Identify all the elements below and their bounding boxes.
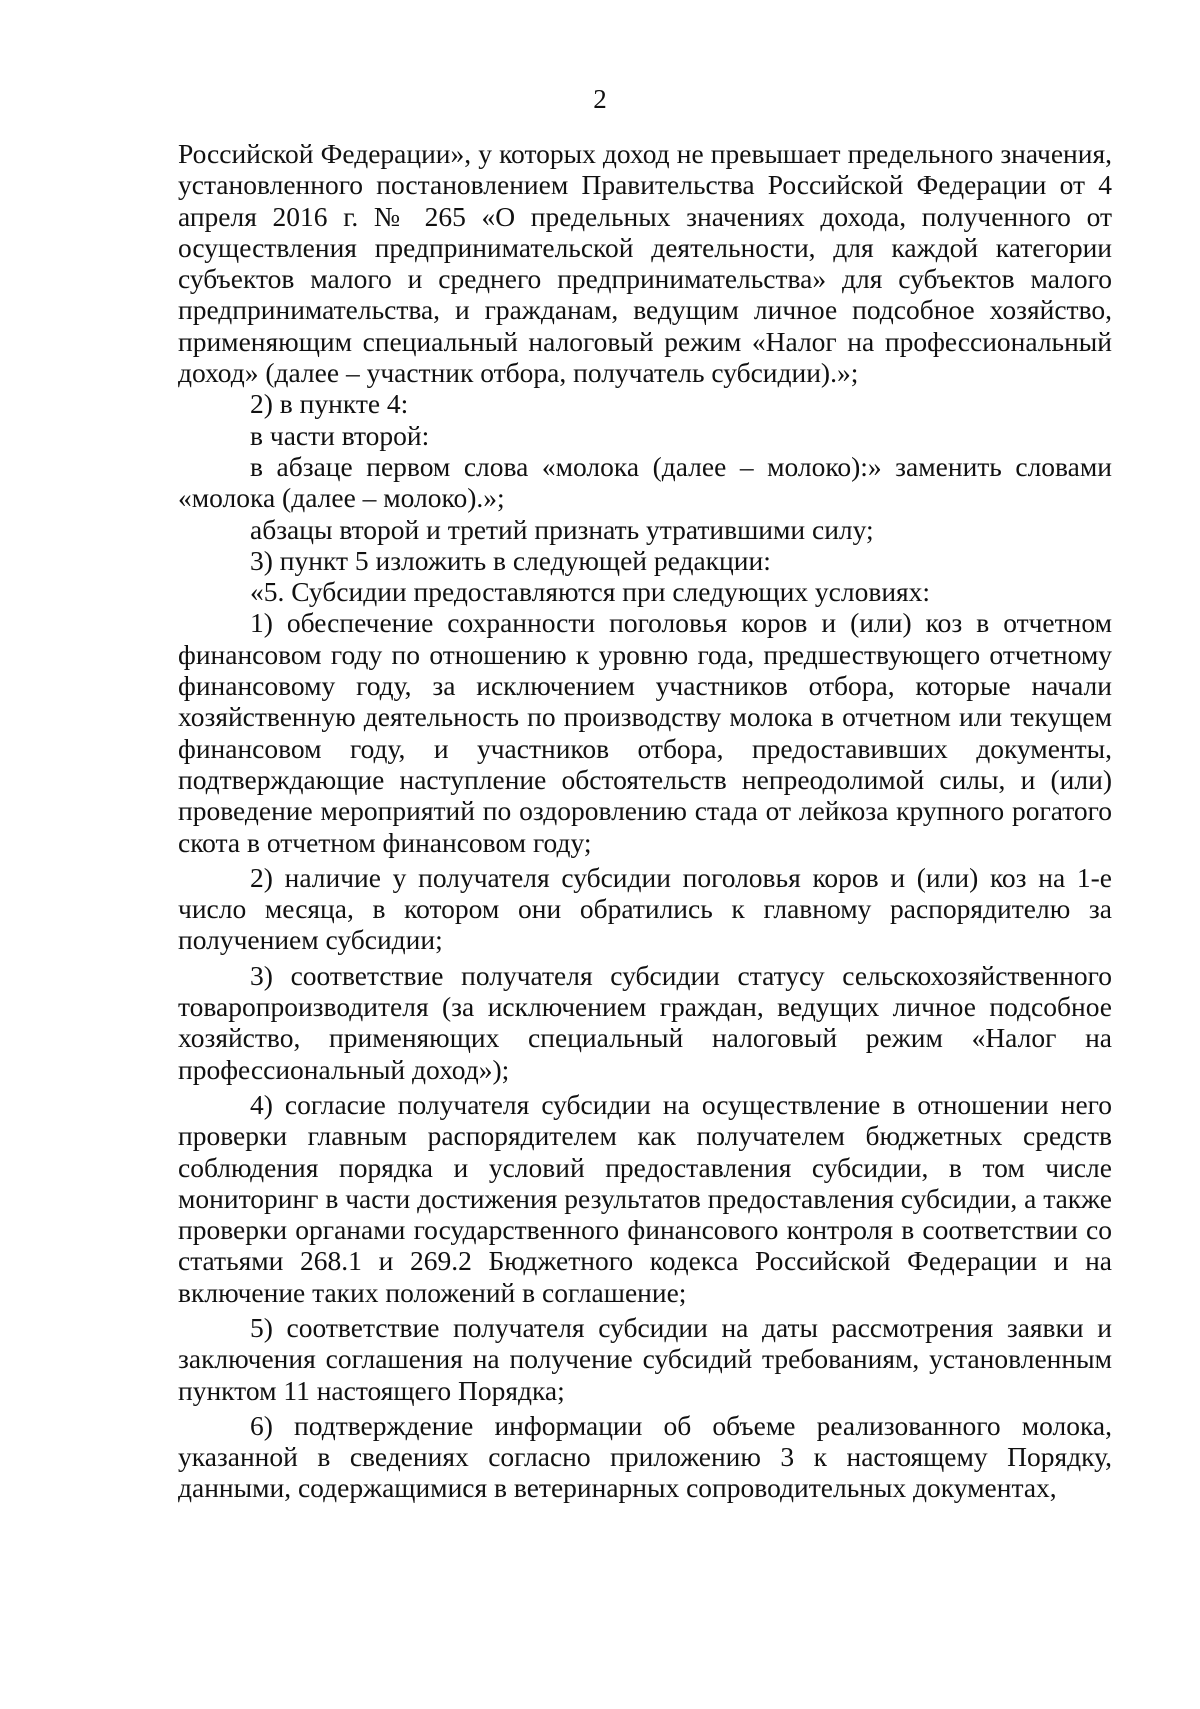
paragraph-section-5: «5. Субсидии предоставляются при следующих условиях: bbox=[250, 576, 931, 608]
paragraph-abzacs-void: абзацы второй и третий признать утратившими силу; bbox=[250, 513, 874, 545]
list-item-condition-3: 3) соответствие получателя субсидии статусу сельскохозяйственного товаропроизводителя (за исключением граждан, ведущих личное подсобное хозяйство, применяющих специальный налоговый режим «Налог на профессиональный доход»); bbox=[178, 959, 1112, 1085]
list-item-condition-5: 5) соответствие получателя субсидии на даты рассмотрения заявки и заключения соглашения на получение субсидий требованиям, установленным пунктом 11 настоящего Порядка; bbox=[178, 1311, 1112, 1406]
paragraph-item-2: 2) в пункте 4: bbox=[250, 388, 409, 420]
paragraph-continuation: Российской Федерации», у которых доход не превышает предельного значения, установленного постановлением Правительства Российской Федерации от 4 апреля 2016 г. № 265 «О предельных значениях дохода, полученного от осуществления предпринимательской деятельности, для каждой категории субъектов малого и среднего предпринимательства» для субъектов малого предпринимательства, и гражданам, ведущим личное подсобное хозяйство, применяющим специальный налоговый режим «Налог на профессиональный доход» (далее – участник отбора, получатель субсидии).»; bbox=[178, 138, 1112, 389]
page-number: 2 bbox=[593, 84, 607, 114]
paragraph-first-abzac: в абзаце первом слова «молока (далее – молоко):» заменить словами «молока (далее – молоко).»; bbox=[178, 450, 1112, 514]
list-item-condition-4: 4) согласие получателя субсидии на осуществление в отношении него проверки главным распорядителем как получателем бюджетных средств соблюдения порядка и условий предоставления субсидии, в том числе мониторинг в части достижения результатов предоставления субсидии, а также проверки органами государственного финансового контроля в соответствии со статьями 268.1 и 269.2 Бюджетного кодекса Российской Федерации и на включение таких положений в соглашение; bbox=[178, 1088, 1112, 1308]
document-body bbox=[178, 138, 1112, 1504]
paragraph-part-two: в части второй: bbox=[250, 419, 430, 451]
list-item-condition-1: 1) обеспечение сохранности поголовья коров и (или) коз в отчетном финансовом году по отношению к уровню года, предшествующего отчетному финансовому году, за исключением участников отбора, которые начали хозяйственную деятельность по производству молока в отчетном или текущем финансовом году, и участников отбора, предоставивших документы, подтверждающие наступление обстоятельств непреодолимой силы, и (или) проведение мероприятий по оздоровлению стада от лейкоза крупного рогатого скота в отчетном финансовом году; bbox=[178, 607, 1112, 858]
list-item-condition-2: 2) наличие у получателя субсидии поголовья коров и (или) коз на 1-е число месяца, в котором они обратились к главному распорядителю за получением субсидии; bbox=[178, 861, 1112, 956]
paragraph-item-3: 3) пункт 5 изложить в следующей редакции: bbox=[250, 544, 771, 576]
list-item-condition-6: 6) подтверждение информации об объеме реализованного молока, указанной в сведениях согласно приложению 3 к настоящему Порядку, данными, содержащимися в ветеринарных сопроводительных документах, bbox=[178, 1409, 1112, 1504]
